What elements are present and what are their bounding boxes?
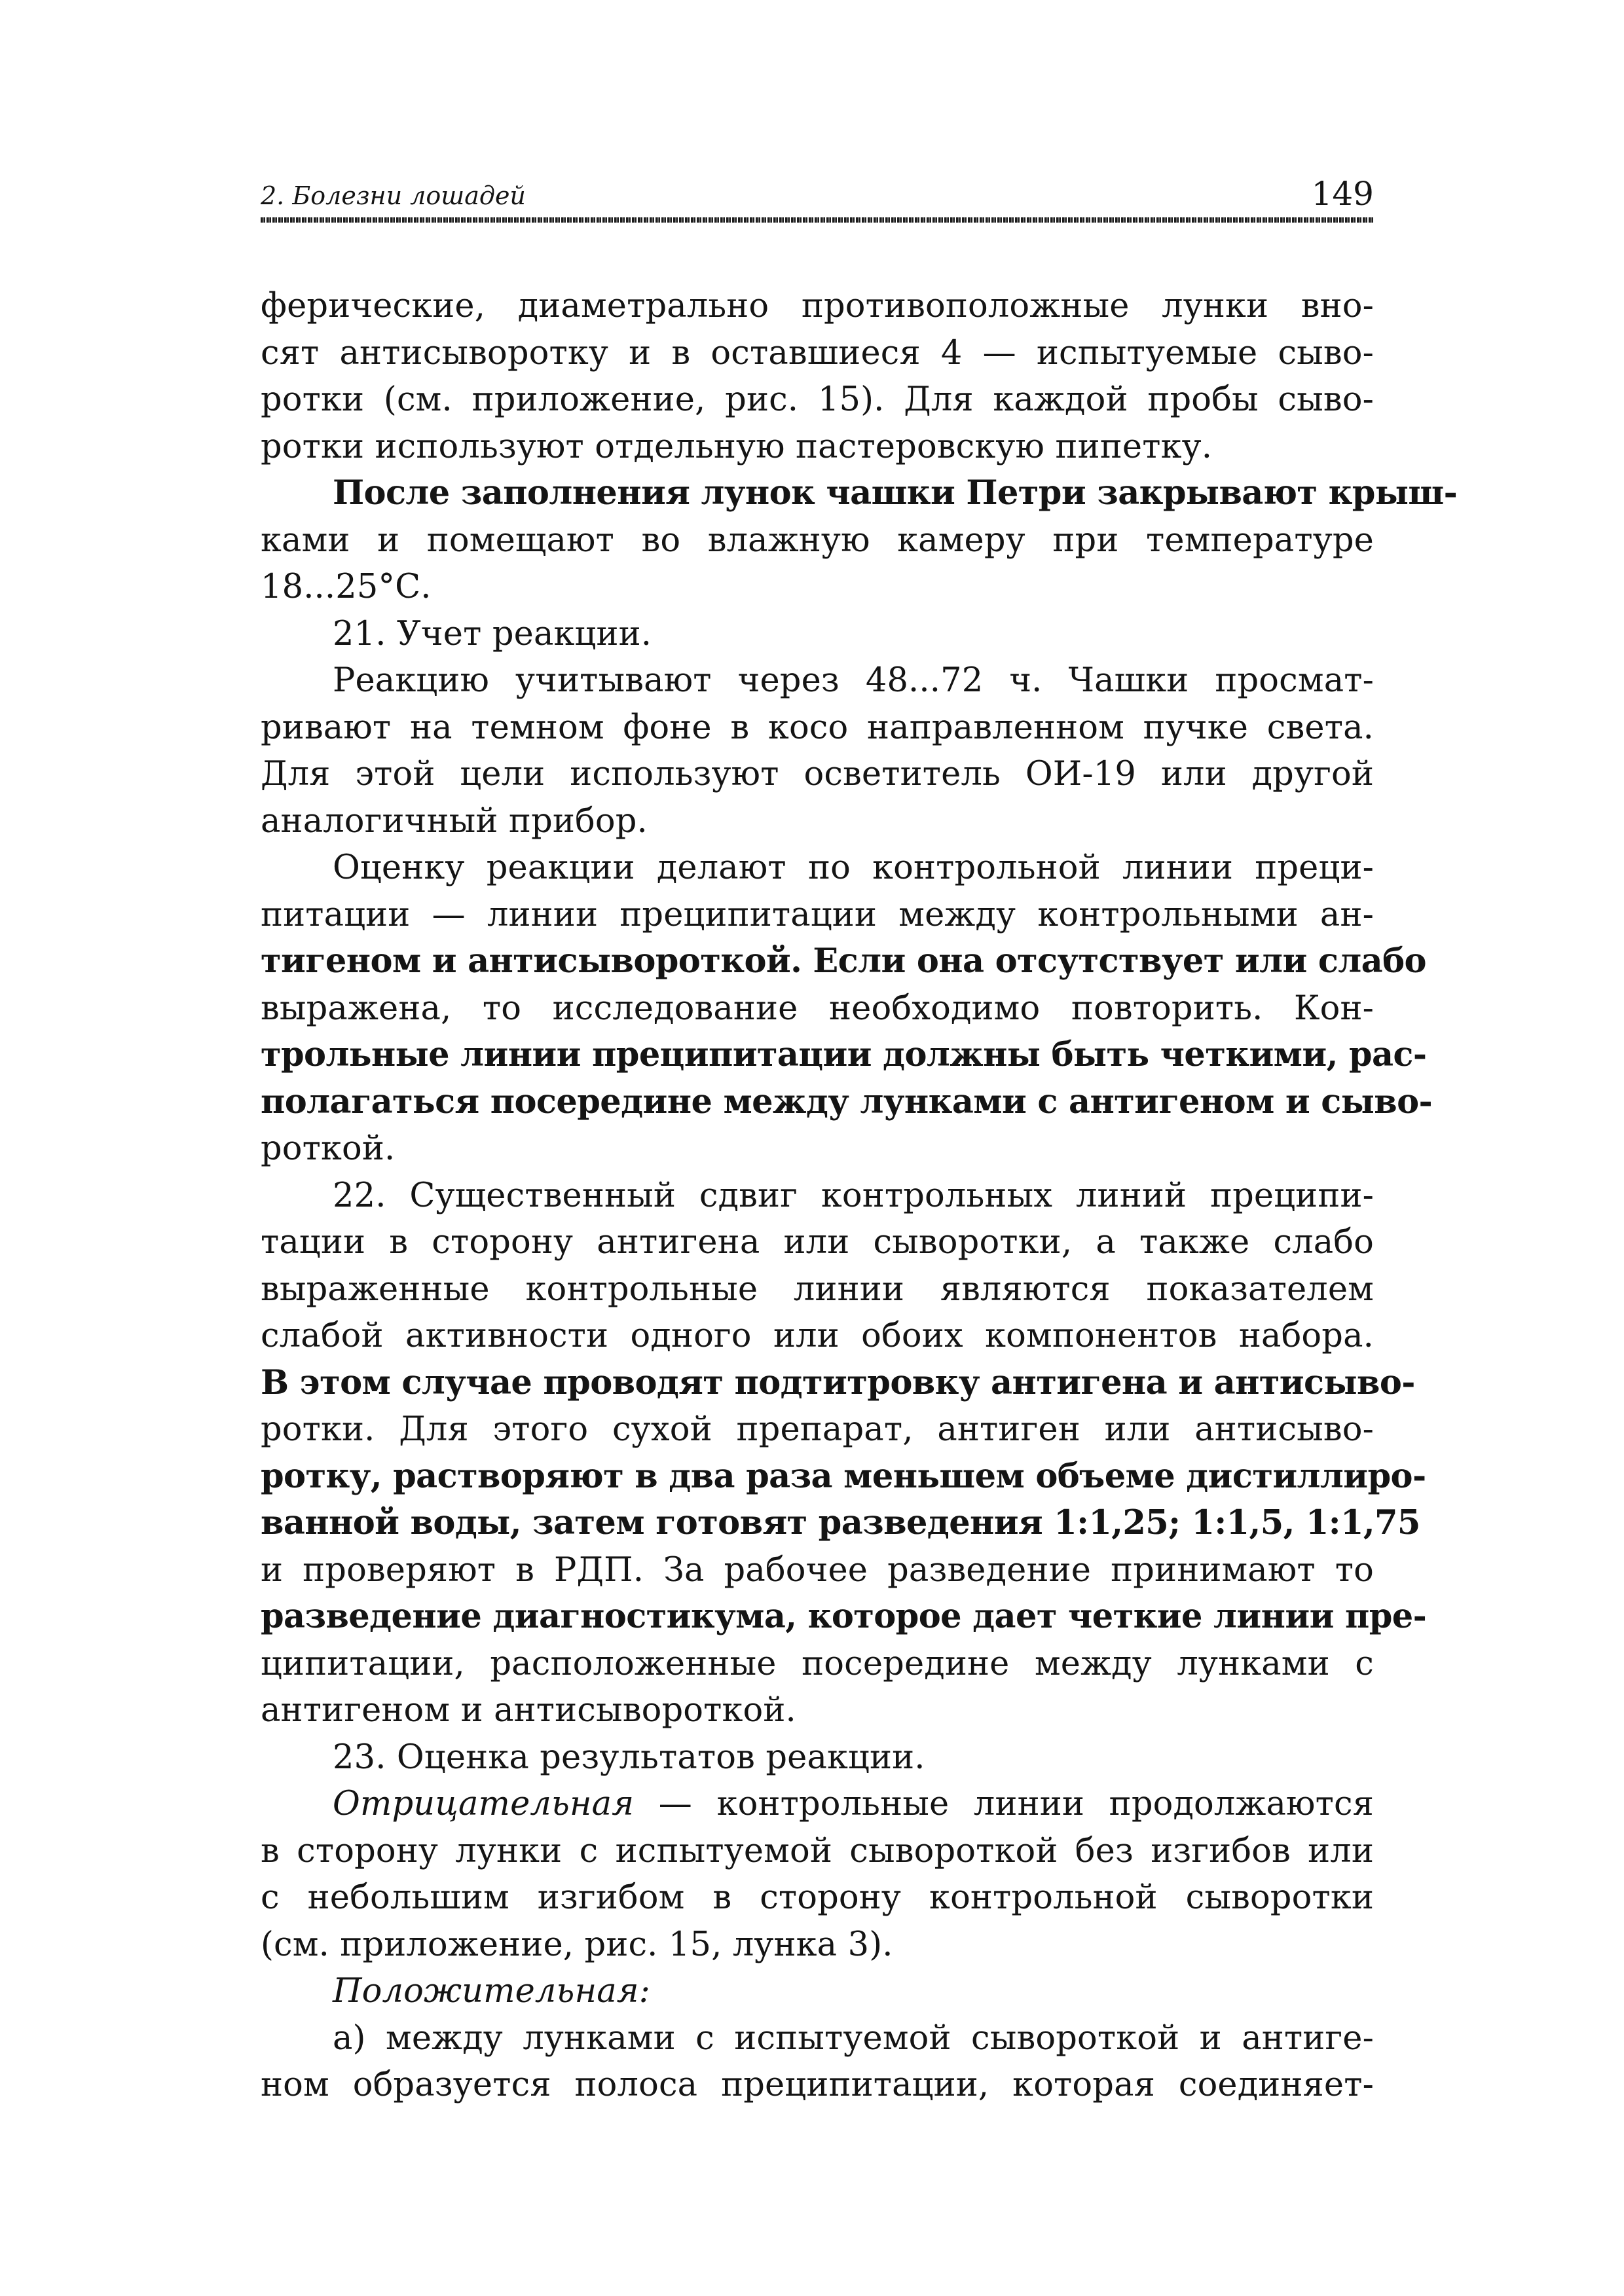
text-line: а) между лунками с испытуемой сывороткой и антиге-: [333, 2018, 1374, 2058]
text-line: ками и помещают во влажную камеру при температуре: [261, 520, 1374, 560]
header-rule: [261, 217, 1374, 223]
text-line: (см. приложение, рис. 15, лунка 3).: [261, 1925, 893, 1964]
text-line: 22. Существенный сдвиг контрольных линий преципи-: [333, 1176, 1374, 1215]
text-line: антигеном и антисывороткой.: [261, 1691, 796, 1730]
text-line: с небольшим изгибом в сторону контрольной сыворотки: [261, 1878, 1374, 1917]
text-line: роткой.: [261, 1129, 396, 1168]
text-line: Реакцию учитывают через 48...72 ч. Чашки просмат-: [333, 661, 1374, 700]
text-line: Оценку реакции делают по контрольной линии преци-: [333, 848, 1374, 887]
italic-term: Отрицательная: [333, 1785, 635, 1823]
text-line: тации в сторону антигена или сыворотки, а также слабо: [261, 1223, 1374, 1262]
text-line: слабой активности одного или обоих компонентов набора.: [261, 1317, 1374, 1355]
body-text: [261, 283, 1458, 2109]
text-line: ном образуется полоса преципитации, которая соединяет-: [261, 2066, 1374, 2104]
text-line: ципитации, расположенные посередине между лунками с: [261, 1644, 1374, 1683]
header-chapter-title: 2. Болезни лошадей: [261, 181, 526, 210]
page-number: 149: [1311, 175, 1374, 213]
text-line: В этом случае проводят подтитровку антигена и антисыво-: [261, 1362, 1415, 1402]
text-line: ротку, растворяют в два раза меньшем объеме дистиллиро-: [261, 1456, 1426, 1496]
section-heading: 21. Учет реакции.: [333, 614, 652, 653]
text-line: в сторону лунки с испытуемой сывороткой без изгибов или: [261, 1831, 1374, 1870]
text-line: и проверяют в РДП. За рабочее разведение принимают то: [261, 1550, 1374, 1590]
text-line: выражена, то исследование необходимо повторить. Кон-: [261, 989, 1374, 1028]
text-line: ванной воды, затем готовят разведения 1:1,25; 1:1,5, 1:1,75: [261, 1503, 1420, 1542]
text-line: трольные линии преципитации должны быть четкими, рас-: [261, 1035, 1427, 1074]
text-line: После заполнения лунок чашки Петри закрывают крыш-: [333, 473, 1458, 513]
text-line: разведение диагностикума, которое дает четкие линии пре-: [261, 1597, 1427, 1636]
text-line: выраженные контрольные линии являются показателем: [261, 1269, 1374, 1309]
text-line: ротки (см. приложение, рис. 15). Для каждой пробы сыво-: [261, 380, 1374, 419]
running-header: [261, 172, 1374, 219]
text-line: ферические, диаметрально противоположные лунки вно-: [261, 287, 1374, 325]
text-line: полагаться посередине между лунками с антигеном и сыво-: [261, 1082, 1433, 1121]
text-line: сят антисыворотку и в оставшиеся 4 — испытуемые сыво-: [261, 333, 1374, 373]
text-line: [261, 1781, 1374, 1828]
text-line: ротки. Для этого сухой препарат, антиген или антисыво-: [261, 1410, 1374, 1449]
text-run: — контрольные линии продолжаются: [634, 1785, 1374, 1823]
text-line: 18...25°С.: [261, 568, 432, 606]
italic-term: Положительная:: [333, 1972, 651, 2011]
text-line: питации — линии преципитации между контрольными ан-: [261, 895, 1374, 934]
text-line: тигеном и антисывороткой. Если она отсутствует или слабо: [261, 941, 1426, 981]
text-line: аналогичный прибор.: [261, 801, 648, 841]
text-line: ротки используют отдельную пастеровскую пипетку.: [261, 427, 1213, 466]
text-line: Для этой цели используют осветитель ОИ-19 или другой: [261, 755, 1374, 793]
section-heading: 23. Оценка результатов реакции.: [333, 1738, 925, 1777]
text-line: ривают на темном фоне в косо направленном пучке света.: [261, 708, 1374, 747]
